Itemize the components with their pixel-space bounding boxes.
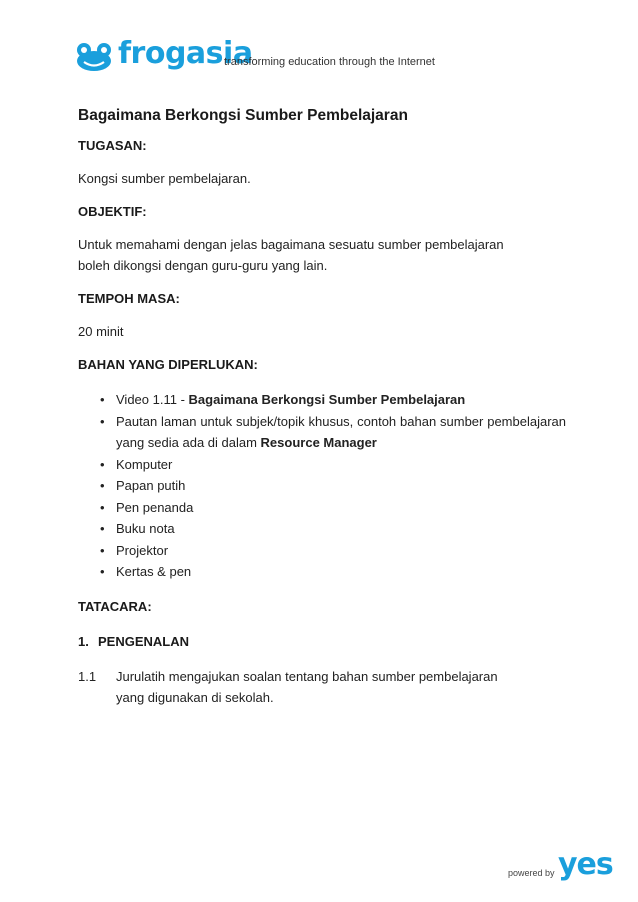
document-body (78, 104, 566, 708)
tatacara-heading: TATACARA: (78, 598, 152, 614)
tugasan-text: Kongsi sumber pembelajaran. (78, 171, 251, 186)
tagline: transforming education through the Internet (224, 56, 435, 68)
step-number: 1.1 (78, 668, 97, 684)
tempoh-text: 20 minit (78, 324, 124, 339)
list-item: • Buku nota (78, 518, 566, 540)
yes-logo: yes (558, 847, 613, 882)
list-item (78, 389, 566, 411)
document-title: Bagaimana Berkongsi Sumber Pembelajaran (78, 107, 408, 124)
pautan-text: Pautan laman untuk subjek/topik khusus, contoh bahan sumber pembelajaran yang sedia ada di dalam (116, 413, 566, 450)
resource-manager-label: Resource Manager (260, 435, 377, 450)
list-item: • Pen penanda (78, 497, 566, 519)
list-item: • Papan putih (78, 475, 566, 497)
step-row (78, 666, 566, 708)
video-prefix: Video 1.11 - (116, 392, 189, 407)
powered-by-label: powered by (508, 868, 555, 878)
objektif-text: Untuk memahami dengan jelas bagaimana sesuatu sumber pembelajaran boleh dikongsi dengan guru-guru yang lain. (78, 237, 504, 273)
brand-name: frogasia (118, 36, 253, 71)
list-item (78, 411, 566, 454)
step-text: Jurulatih mengajukan soalan tentang bahan sumber pembelajaran yang digunakan di sekolah. (116, 668, 498, 705)
page-header (76, 36, 596, 74)
tempoh-heading: TEMPOH MASA: (78, 291, 180, 306)
page-footer (508, 847, 618, 886)
section-number: 1. (78, 633, 89, 649)
bahan-heading: BAHAN YANG DIPERLUKAN: (78, 357, 258, 372)
section-title: PENGENALAN (98, 633, 190, 649)
materials-list (78, 389, 566, 583)
frog-logo-icon (76, 42, 112, 72)
objektif-heading: OBJEKTIF: (78, 204, 147, 219)
list-item: • Projektor (78, 540, 566, 562)
tugasan-heading: TUGASAN: (78, 138, 147, 153)
video-title: Bagaimana Berkongsi Sumber Pembelajaran (188, 392, 466, 407)
section-heading (78, 631, 566, 652)
list-item: • Kertas & pen (78, 561, 566, 583)
list-item: • Komputer (78, 454, 566, 476)
